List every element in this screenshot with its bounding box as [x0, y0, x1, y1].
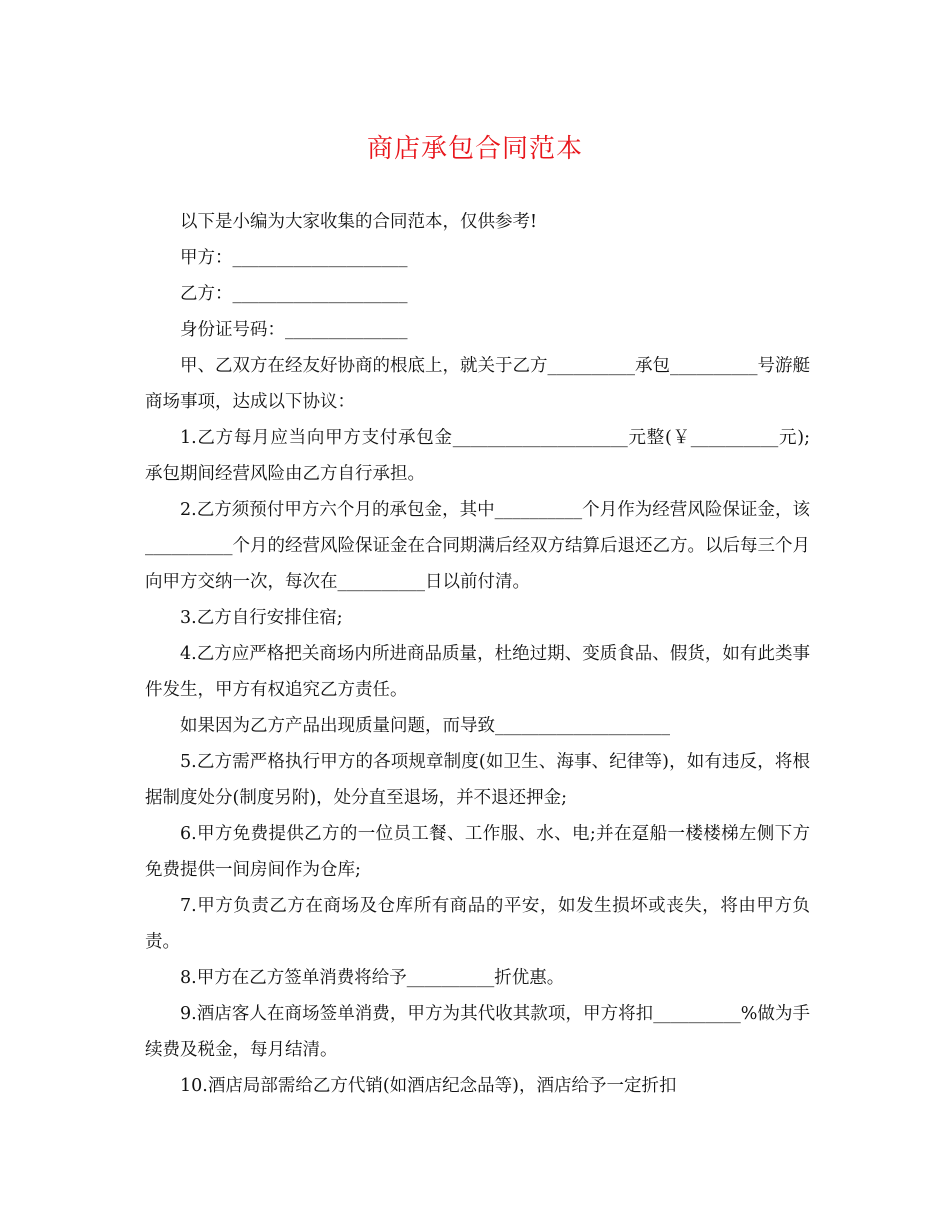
document-body: [145, 204, 810, 1104]
party-a-line: 甲方：____________________: [180, 248, 408, 268]
preamble-paragraph: 甲、乙双方在经友好协商的根底上，就关于乙方__________承包__________号游艇商场事项，达成以下协议：: [145, 356, 810, 412]
clause-5: 5.乙方需严格执行甲方的各项规章制度(如卫生、海事、纪律等)，如有违反，将根据制度处分(制度另附)，处分直至退场，并不退还押金;: [145, 752, 810, 808]
clause-3: 3.乙方自行安排住宿;: [180, 608, 343, 628]
clause-10: 10.酒店局部需给乙方代销(如酒店纪念品等)，酒店给予一定折扣: [180, 1076, 677, 1096]
id-number-line: 身份证号码：______________: [180, 320, 408, 340]
quality-issue-line: 如果因为乙方产品出现质量问题，而导致____________________: [180, 716, 670, 736]
clause-1: 1.乙方每月应当向甲方支付承包金____________________元整(￥__________元);承包期间经营风险由乙方自行承担。: [145, 428, 810, 484]
intro-text: 以下是小编为大家收集的合同范本，仅供参考!: [180, 212, 538, 232]
clause-7: 7.甲方负责乙方在商场及仓库所有商品的平安，如发生损坏或丧失，将由甲方负责。: [145, 896, 810, 952]
party-b-line: 乙方：____________________: [180, 284, 408, 304]
clause-8: 8.甲方在乙方签单消费将给予__________折优惠。: [180, 968, 565, 988]
clause-2: 2.乙方须预付甲方六个月的承包金，其中__________个月作为经营风险保证金，该__________个月的经营风险保证金在合同期满后经双方结算后退还乙方。以后每三个月向甲方交纳一次，每次在__________日以前付清。: [145, 500, 810, 592]
clause-6: 6.甲方免费提供乙方的一位员工餐、工作服、水、电;并在趸船一楼楼梯左侧下方免费提供一间房间作为仓库;: [145, 824, 810, 880]
clause-9: 9.酒店客人在商场签单消费，甲方为其代收其款项，甲方将扣__________%做为手续费及税金，每月结清。: [145, 1004, 810, 1060]
document-title: 商店承包合同范本: [366, 134, 583, 164]
clause-4: 4.乙方应严格把关商场内所进商品质量，杜绝过期、变质食品、假货，如有此类事件发生，甲方有权追究乙方责任。: [145, 644, 810, 700]
